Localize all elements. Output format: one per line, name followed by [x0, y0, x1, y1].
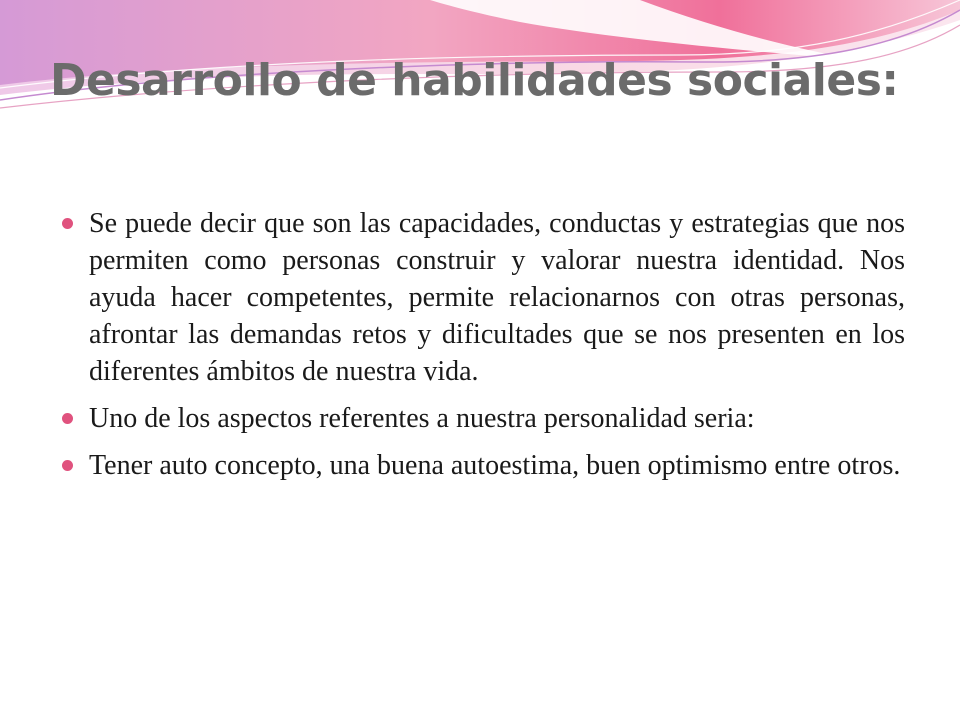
bullet-item: [60, 447, 905, 484]
bullet-text: Se puede decir que son las capacidades, conductas y estrategias que nos permiten como personas construir y valorar nuestra identidad. Nos ayuda hacer competentes, permite relacionarnos con otras personas, afrontar las demandas retos y dificultades que se nos presenten en los diferentes ámbitos de nuestra vida.: [89, 208, 905, 387]
slide-title: Desarrollo de habilidades sociales:: [50, 55, 899, 106]
bullet-item: [60, 205, 905, 390]
pink-dot-icon: [62, 460, 73, 471]
bullet-item: [60, 400, 905, 437]
bullet-text: Tener auto concepto, una buena autoestima, buen optimismo entre otros.: [89, 450, 901, 481]
bullet-list: [60, 205, 905, 494]
pink-dot-icon: [62, 218, 73, 229]
bullet-text: Uno de los aspectos referentes a nuestra personalidad seria:: [89, 403, 755, 434]
pink-dot-icon: [62, 413, 73, 424]
